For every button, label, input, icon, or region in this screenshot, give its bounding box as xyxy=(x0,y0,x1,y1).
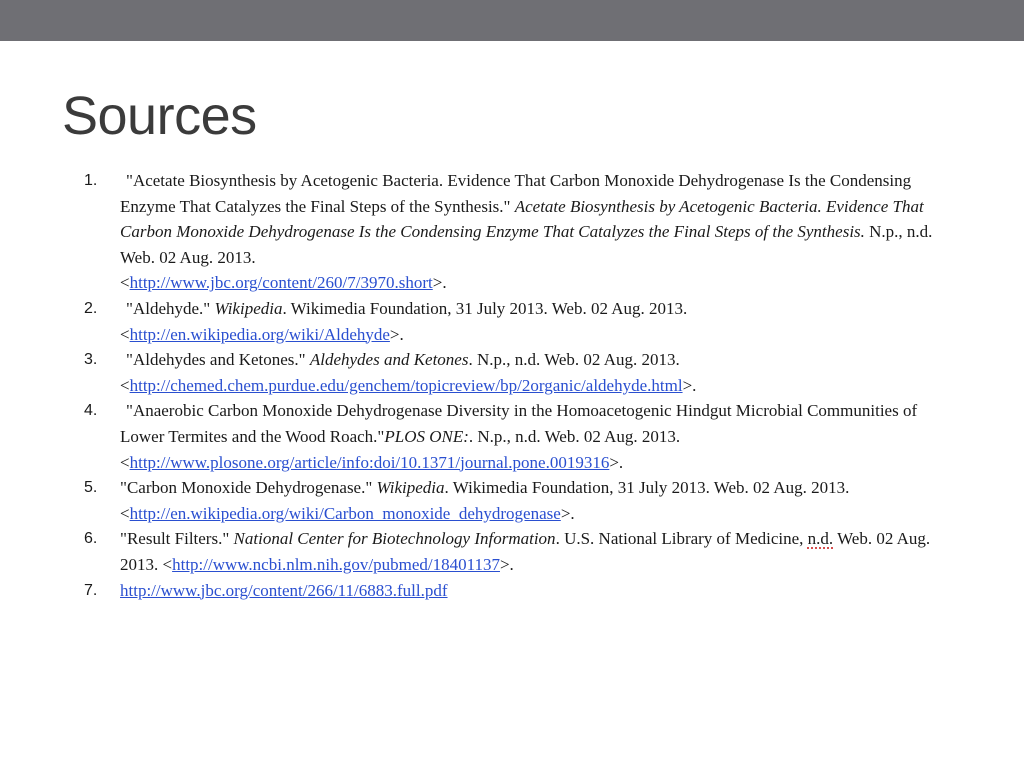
reference-item xyxy=(84,578,964,604)
reference-item: 3. "Aldehydes and Ketones." Aldehydes and Ketones. N.p., n.d. Web. 02 Aug. 2013. <http://chemed.chem.purdue.edu/genchem/topicreview/bp/2organic/aldehyde.html>. xyxy=(84,347,964,398)
reference-details: N.p., n.d. Web. 02 Aug. 2013. xyxy=(120,222,933,267)
reference-item: 5. "Carbon Monoxide Dehydrogenase." Wikipedia. Wikimedia Foundation, 31 July 2013. Web. 02 Aug. 2013. <http://en.wikipedia.org/wiki/Carbon_monoxide_dehydrogenase>. xyxy=(84,475,964,526)
reference-details-end: Web. 02 Aug. 2013. xyxy=(120,529,931,574)
reference-source: Wikipedia xyxy=(214,298,283,318)
reference-item: 4. "Anaerobic Carbon Monoxide Dehydrogenase Diversity in the Homoacetogenic Hindgut Microbial Communities of Lower Termites and the Wood Roach."PLOS ONE:. N.p., n.d. Web. 02 Aug. 2013. <http://www.plosone.org/article/info:doi/10.1371/journal.pone.0019316>. xyxy=(84,398,964,475)
reference-link[interactable]: http://en.wikipedia.org/wiki/Aldehyde xyxy=(129,324,390,344)
slide-title: Sources xyxy=(62,86,257,146)
reference-title: "Result Filters." xyxy=(120,529,230,549)
spellcheck-flagged-text[interactable]: n.d. xyxy=(807,529,834,549)
reference-title: "Anaerobic Carbon Monoxide Dehydrogenase Diversity in the Homoacetogenic Hindgut Microbial Communities of Lower Termites and the Wood Roach." xyxy=(120,401,918,446)
reference-item: 6. "Result Filters." National Center for Biotechnology Information. U.S. National Library of Medicine, n.d. Web. 02 Aug. 2013. <http://www.ncbi.nlm.nih.gov/pubmed/18401137>. xyxy=(84,526,964,577)
reference-number: 1. xyxy=(84,172,98,189)
reference-item: 2. "Aldehyde." Wikipedia. Wikimedia Foundation, 31 July 2013. Web. 02 Aug. 2013. <http://en.wikipedia.org/wiki/Aldehyde>. xyxy=(84,296,964,347)
reference-number: 5. xyxy=(84,479,98,497)
reference-details: . U.S. National Library of Medicine, xyxy=(555,529,808,549)
reference-link[interactable]: http://www.plosone.org/article/info:doi/10.1371/journal.pone.0019316 xyxy=(129,452,610,472)
reference-source: PLOS ONE: xyxy=(384,426,469,446)
reference-details: . N.p., n.d. Web. 02 Aug. 2013. xyxy=(468,350,680,370)
reference-link[interactable]: http://en.wikipedia.org/wiki/Carbon_monoxide_dehydrogenase xyxy=(129,503,561,523)
reference-item: 1. "Acetate Biosynthesis by Acetogenic Bacteria. Evidence That Carbon Monoxide Dehydrogenase Is the Condensing Enzyme That Catalyzes the Final Steps of the Synthesis." Acetate Biosynthesis by Acetogenic Bacteria. Evidence That Carbon Monoxide Dehydrogenase Is the Condensing Enzyme That Catalyzes the Final Steps of the Synthesis. N.p., n.d. Web. 02 Aug. 2013. <http://www.jbc.org/content/260/7/3970.short>. xyxy=(84,168,964,296)
reference-list xyxy=(84,168,964,603)
reference-title: "Aldehydes and Ketones." xyxy=(126,350,306,370)
reference-link[interactable]: http://chemed.chem.purdue.edu/genchem/topicreview/bp/2organic/aldehyde.html xyxy=(129,375,683,395)
reference-details: . N.p., n.d. Web. 02 Aug. 2013. xyxy=(468,426,681,446)
top-accent-bar xyxy=(0,0,1024,41)
reference-source: Wikipedia xyxy=(376,478,445,498)
reference-details: . Wikimedia Foundation, 31 July 2013. Web. 02 Aug. 2013. xyxy=(444,478,850,498)
reference-details: . Wikimedia Foundation, 31 July 2013. Web. 02 Aug. 2013. xyxy=(282,298,688,318)
reference-title: "Aldehyde." xyxy=(126,298,211,318)
reference-number: 2. xyxy=(84,299,98,317)
reference-source: Aldehydes and Ketones xyxy=(309,350,469,370)
reference-source: National Center for Biotechnology Information xyxy=(233,529,556,549)
reference-link[interactable]: http://www.jbc.org/content/260/7/3970.short xyxy=(129,273,433,293)
reference-title: "Carbon Monoxide Dehydrogenase." xyxy=(120,478,373,498)
reference-link[interactable]: http://www.ncbi.nlm.nih.gov/pubmed/18401137 xyxy=(172,554,500,574)
reference-link[interactable]: http://www.jbc.org/content/266/11/6883.full.pdf xyxy=(120,580,448,600)
reference-number: 6. xyxy=(84,530,98,548)
reference-number: 4. xyxy=(84,402,98,420)
reference-source: Acetate Biosynthesis by Acetogenic Bacteria. Evidence That Carbon Monoxide Dehydrogenase Is the Condensing Enzyme That Catalyzes the Final Steps of the Synthesis. xyxy=(120,196,924,242)
reference-title: "Acetate Biosynthesis by Acetogenic Bacteria. Evidence That Carbon Monoxide Dehydrogenase Is the Condensing Enzyme That Catalyzes the Final Steps of the Synthesis." xyxy=(120,171,912,216)
reference-number: 3. xyxy=(84,351,98,369)
reference-number: 7. xyxy=(84,581,98,599)
